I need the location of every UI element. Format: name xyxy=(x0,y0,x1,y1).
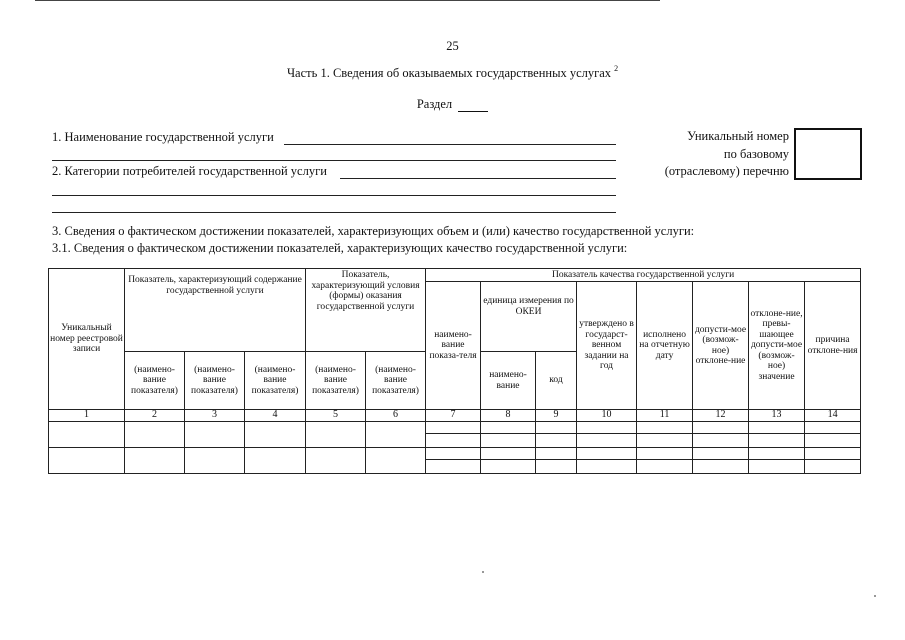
table-cell[interactable] xyxy=(577,459,637,473)
table-cell[interactable] xyxy=(306,421,366,447)
consumer-categories-field[interactable] xyxy=(340,178,616,179)
table-cell[interactable] xyxy=(693,459,749,473)
table-cell[interactable] xyxy=(125,421,185,447)
table-cell[interactable] xyxy=(49,447,125,473)
column-number-10: 10 xyxy=(577,410,637,422)
info-line-3: 3. Сведения о фактическом достижении показателей, характеризующих объем и (или) качество государственной услуги: xyxy=(52,224,695,238)
table-cell[interactable] xyxy=(426,421,481,433)
table-cell[interactable] xyxy=(749,459,805,473)
column-number-7: 7 xyxy=(426,410,481,422)
footnote-mark: 2 xyxy=(614,64,619,73)
header-content-indicator-1: (наимено-вание показателя) xyxy=(125,352,185,410)
table-cell[interactable] xyxy=(693,433,749,447)
section-label: Раздел xyxy=(416,97,453,111)
header-executed: исполнено на отчетную дату xyxy=(637,282,693,410)
unique-number-box[interactable] xyxy=(794,128,862,180)
table-cell[interactable] xyxy=(426,459,481,473)
table-cell[interactable] xyxy=(693,421,749,433)
header-conditions-indicator-1: (наимено-вание показателя) xyxy=(306,352,366,410)
column-number-3: 3 xyxy=(185,410,245,422)
table-cell[interactable] xyxy=(637,447,693,459)
part-title-text: Часть 1. Сведения об оказываемых государственных услугах xyxy=(286,66,612,80)
table-cell[interactable] xyxy=(426,433,481,447)
unique-number-label xyxy=(665,128,789,181)
service-name-label: 1. Наименование государственной услуги xyxy=(52,130,274,144)
table-cell[interactable] xyxy=(749,447,805,459)
table-cell[interactable] xyxy=(637,421,693,433)
table-cell[interactable] xyxy=(185,421,245,447)
table-cell[interactable] xyxy=(577,433,637,447)
column-number-4: 4 xyxy=(245,410,306,422)
consumer-categories-label: 2. Категории потребителей государственной услуги xyxy=(52,164,327,178)
table-cell[interactable] xyxy=(481,421,536,433)
header-quality-name: наимено-вание показа-теля xyxy=(426,282,481,410)
header-quality-indicator: Показатель качества государственной услуги xyxy=(426,269,861,282)
table-cell[interactable] xyxy=(536,447,577,459)
table-cell[interactable] xyxy=(245,421,306,447)
column-number-5: 5 xyxy=(306,410,366,422)
table-cell[interactable] xyxy=(366,447,426,473)
table-cell[interactable] xyxy=(366,421,426,447)
header-conditions-indicator-2: (наимено-вание показателя) xyxy=(366,352,426,410)
table-cell[interactable] xyxy=(805,433,861,447)
header-unit-name: наимено-вание xyxy=(481,352,536,410)
table-cell[interactable] xyxy=(805,421,861,433)
table-cell[interactable] xyxy=(637,459,693,473)
column-number-9: 9 xyxy=(536,410,577,422)
section-number-field[interactable] xyxy=(458,99,488,112)
table-cell[interactable] xyxy=(577,447,637,459)
scan-speck xyxy=(482,571,484,573)
table-cell[interactable] xyxy=(749,421,805,433)
table-cell[interactable] xyxy=(481,433,536,447)
header-allowed-deviation: допусти-мое (возмож-ное) отклоне-ние xyxy=(693,282,749,410)
quality-indicators-table xyxy=(48,268,861,474)
consumer-categories-field-line2[interactable] xyxy=(52,195,616,196)
header-unit-okei: единица измерения по ОКЕИ xyxy=(481,282,577,352)
table-row xyxy=(49,421,861,433)
column-number-13: 13 xyxy=(749,410,805,422)
header-content-indicator-2: (наимено-вание показателя) xyxy=(185,352,245,410)
table-cell[interactable] xyxy=(805,447,861,459)
column-number-11: 11 xyxy=(637,410,693,422)
service-name-field[interactable] xyxy=(284,144,616,145)
table-cell[interactable] xyxy=(536,459,577,473)
header-registry-number: Уникальный номер реестровой записи xyxy=(49,269,125,410)
info-line-3-1: 3.1. Сведения о фактическом достижении показателей, характеризующих качество государственной услуги: xyxy=(52,241,628,255)
unique-number-label-line2: по базовому xyxy=(723,146,789,161)
table-cell[interactable] xyxy=(49,421,125,447)
header-unit-code: код xyxy=(536,352,577,410)
unique-number-label-line3: (отраслевому) перечню xyxy=(664,164,789,178)
table-cell[interactable] xyxy=(426,447,481,459)
section-line xyxy=(0,97,905,112)
table-cell[interactable] xyxy=(125,447,185,473)
table-cell[interactable] xyxy=(185,447,245,473)
header-deviation-reason: причина отклоне-ния xyxy=(805,282,861,410)
table-cell[interactable] xyxy=(693,447,749,459)
scan-edge-line xyxy=(35,0,660,1)
table-cell[interactable] xyxy=(481,447,536,459)
table-cell[interactable] xyxy=(577,421,637,433)
service-name-field-line2[interactable] xyxy=(52,160,616,161)
column-number-1: 1 xyxy=(49,410,125,422)
table-row xyxy=(49,447,861,459)
table-cell[interactable] xyxy=(481,459,536,473)
column-number-14: 14 xyxy=(805,410,861,422)
unique-number-label-line1: Уникальный номер xyxy=(687,129,789,143)
page-number: 25 xyxy=(446,39,459,53)
column-number-8: 8 xyxy=(481,410,536,422)
table-cell[interactable] xyxy=(536,421,577,433)
header-content-indicator: Показатель, характеризующий содержание государственной услуги xyxy=(125,269,306,352)
header-conditions-indicator: Показатель, характеризующий условия (формы) оказания государственной услуги xyxy=(306,269,426,352)
column-number-6: 6 xyxy=(366,410,426,422)
header-exceeding-deviation: отклоне-ние, превы-шающее допусти-мое (возмож-ное) значение xyxy=(749,282,805,410)
consumer-categories-field-line3[interactable] xyxy=(52,212,616,213)
table-cell[interactable] xyxy=(637,433,693,447)
table-cell[interactable] xyxy=(306,447,366,473)
scan-speck xyxy=(874,595,876,597)
table-cell[interactable] xyxy=(805,459,861,473)
table-cell[interactable] xyxy=(245,447,306,473)
table-cell[interactable] xyxy=(749,433,805,447)
table-cell[interactable] xyxy=(536,433,577,447)
part-title xyxy=(0,64,905,81)
header-content-indicator-3: (наимено-вание показателя) xyxy=(245,352,306,410)
column-number-12: 12 xyxy=(693,410,749,422)
header-approved: утверждено в государст-венном задании на год xyxy=(577,282,637,410)
column-number-2: 2 xyxy=(125,410,185,422)
